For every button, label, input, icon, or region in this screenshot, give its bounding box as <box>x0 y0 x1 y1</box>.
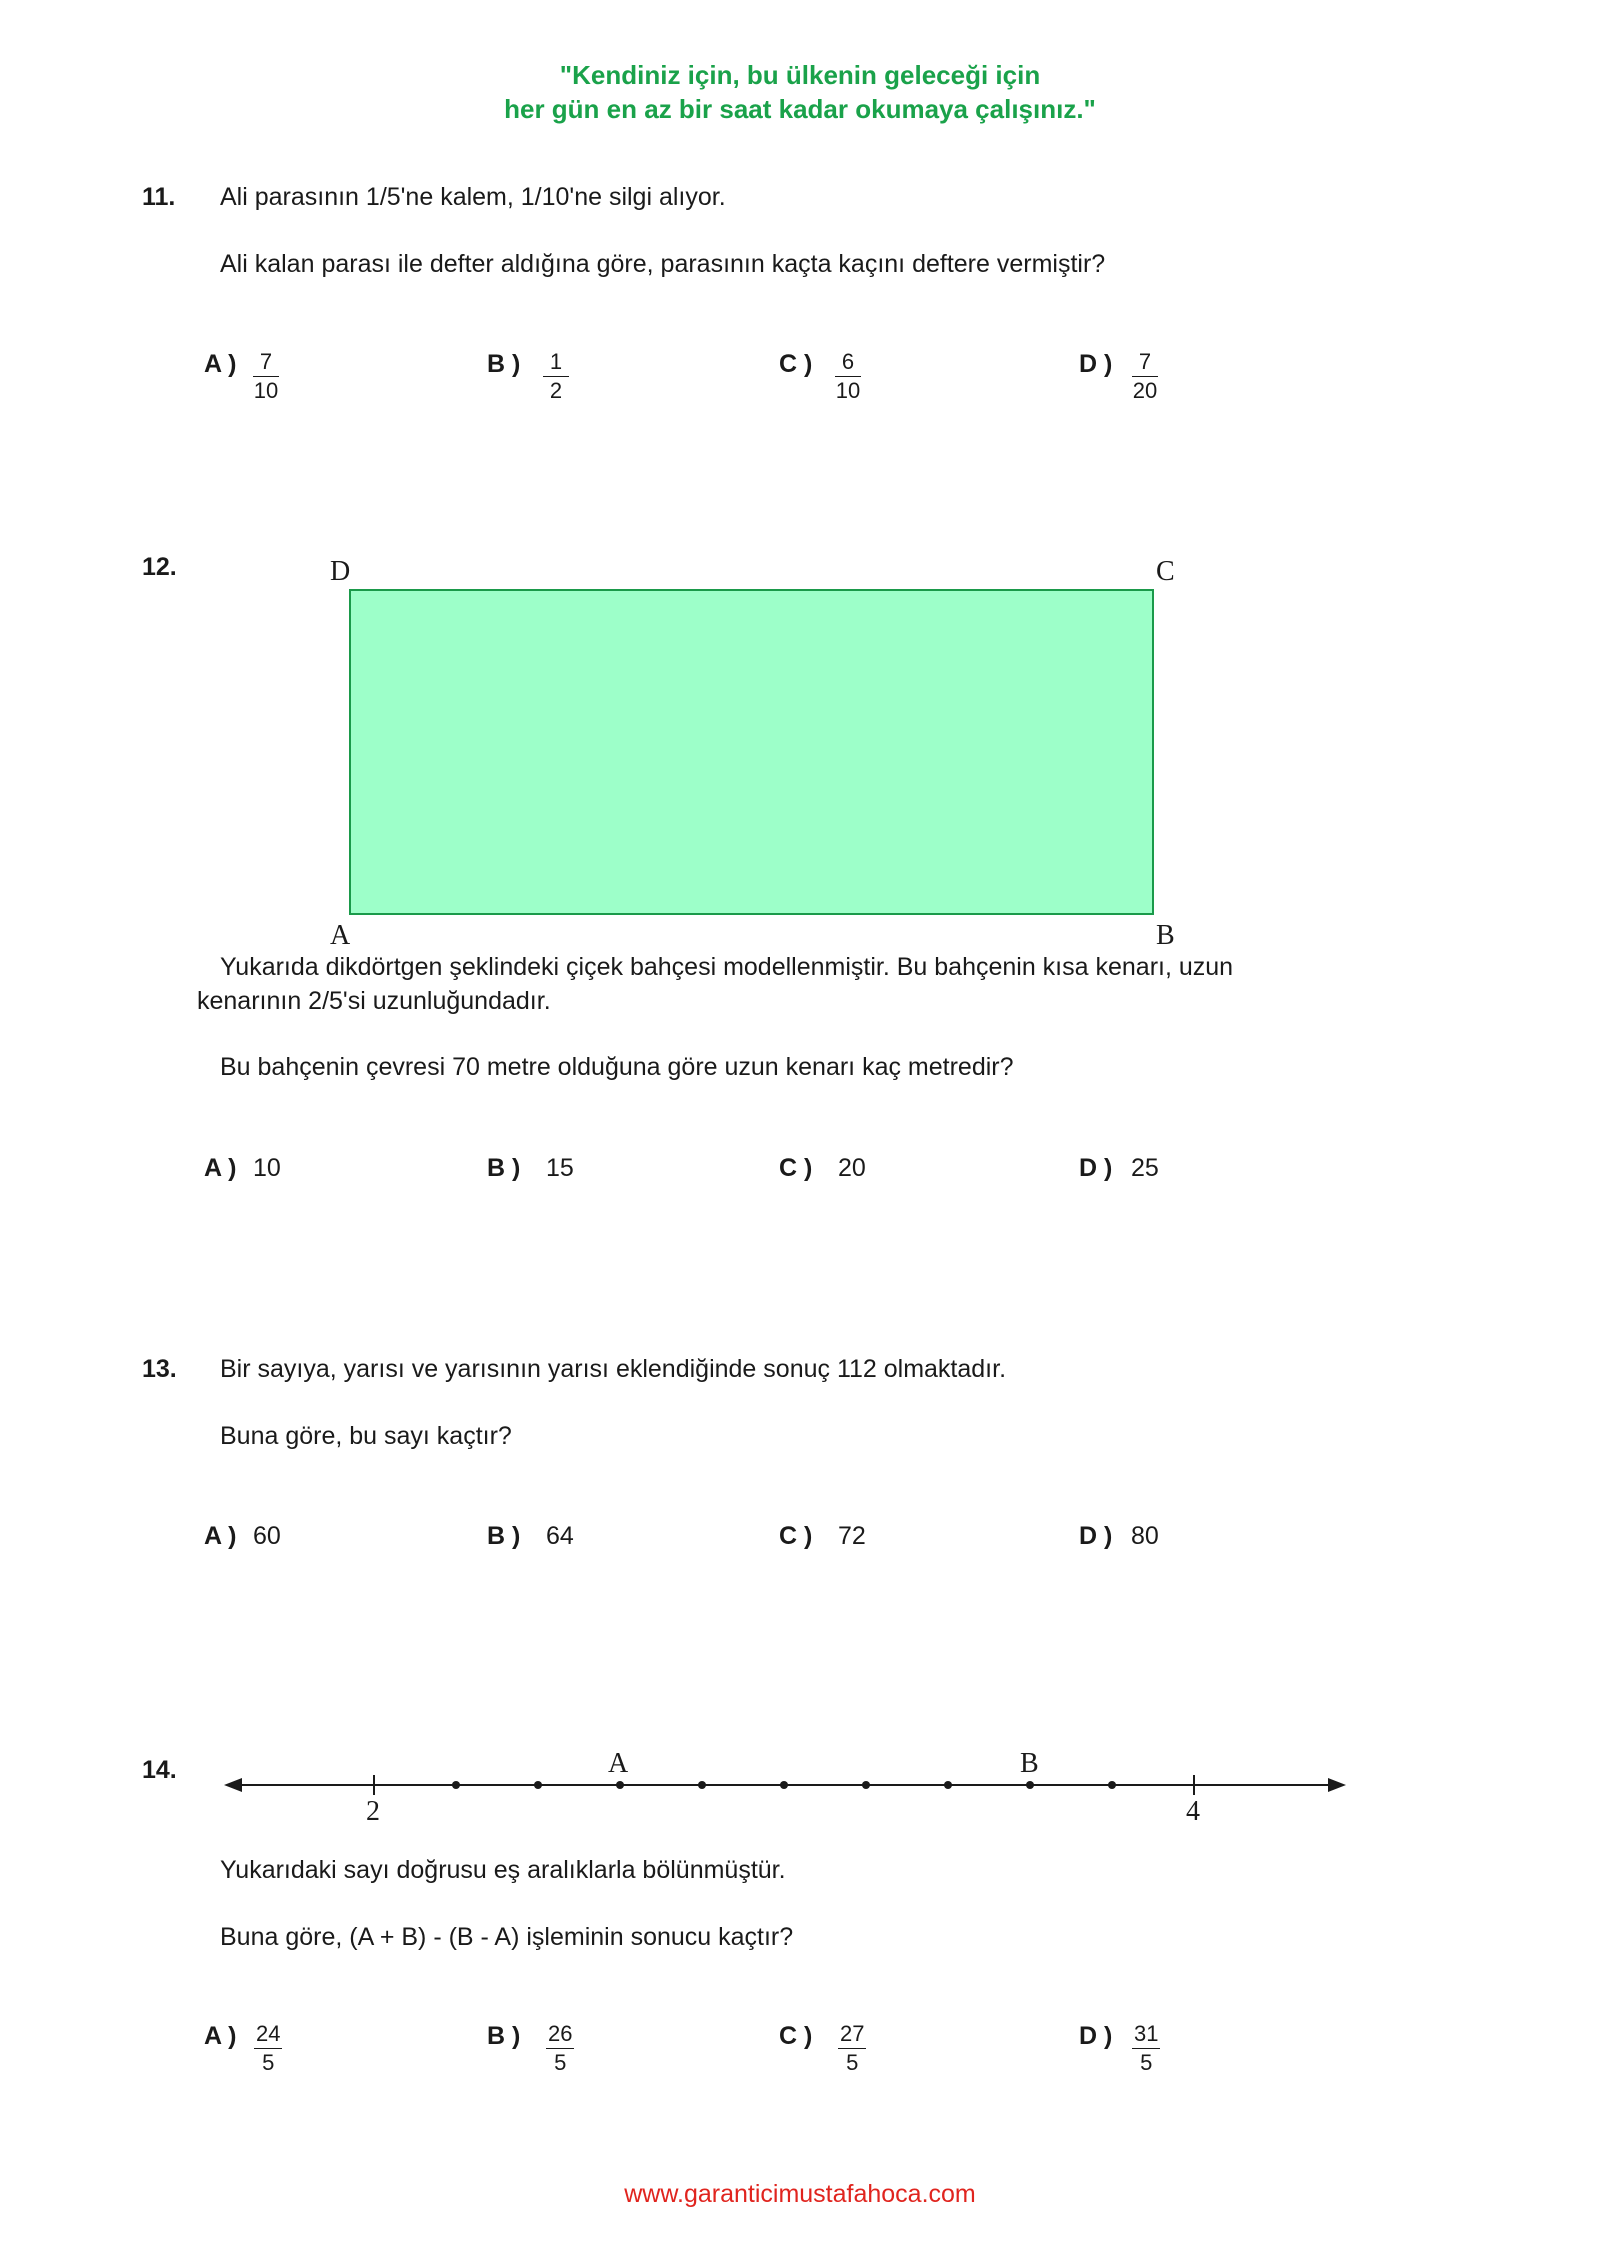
vertex-d-label: D <box>330 556 351 587</box>
q13-option-c-letter: C ) <box>779 1522 813 1550</box>
q12-option-a-letter: A ) <box>204 1154 237 1182</box>
q11-option-d-letter: D ) <box>1079 350 1113 378</box>
question-13-number: 13. <box>142 1355 177 1383</box>
q11-option-b-letter: B ) <box>487 350 521 378</box>
q14-option-b-numerator: 26 <box>546 2020 574 2049</box>
q14-option-b-denominator: 5 <box>554 2050 567 2075</box>
q11-option-c-letter: C ) <box>779 350 813 378</box>
number-line-label-a: A <box>608 1748 629 1779</box>
q13-option-b-value: 64 <box>546 1522 574 1550</box>
q11-option-c-numerator: 6 <box>835 348 861 377</box>
q14-option-c-numerator: 27 <box>838 2020 866 2049</box>
q13-option-c-value: 72 <box>838 1522 866 1550</box>
vertex-b-label: B <box>1156 920 1175 951</box>
q12-option-b-letter: B ) <box>487 1154 521 1182</box>
question-13-line1: Bir sayıya, yarısı ve yarısının yarısı eklendiğinde sonuç 112 olmaktadır. <box>220 1355 1007 1383</box>
question-14-line1: Yukarıdaki sayı doğrusu eş aralıklarla bölünmüştür. <box>220 1856 786 1884</box>
number-line-dot-b <box>1026 1781 1034 1789</box>
number-line-dot-a <box>616 1781 624 1789</box>
number-line-dot <box>862 1781 870 1789</box>
number-line-value-left: 2 <box>366 1796 380 1827</box>
question-12-line1: Yukarıda dikdörtgen şeklindeki çiçek bahçesi modellenmiştir. Bu bahçenin kısa kenarı, uzun <box>220 953 1234 981</box>
q11-option-d-numerator: 7 <box>1132 348 1158 377</box>
q12-option-a-value: 10 <box>253 1154 281 1182</box>
q11-option-b-denominator: 2 <box>549 378 563 403</box>
vertex-a-label: A <box>330 920 351 951</box>
garden-rectangle-figure <box>0 0 1600 960</box>
garden-rectangle <box>350 590 1153 914</box>
q11-option-b-numerator: 1 <box>543 348 569 377</box>
q14-option-a-fraction <box>254 2020 282 2077</box>
number-line-dot <box>780 1781 788 1789</box>
number-line-left-arrow-icon <box>224 1778 242 1792</box>
q12-option-d-letter: D ) <box>1079 1154 1113 1182</box>
q14-option-a-numerator: 24 <box>254 2020 282 2049</box>
q13-option-b-letter: B ) <box>487 1522 521 1550</box>
q14-option-b-fraction <box>546 2020 574 2077</box>
header-quote-line2: her gün en az bir saat kadar okumaya çalışınız." <box>504 94 1096 124</box>
q14-option-a-letter: A ) <box>204 2022 237 2050</box>
q13-option-d-letter: D ) <box>1079 1522 1113 1550</box>
number-line-dot <box>1108 1781 1116 1789</box>
q14-option-d-letter: D ) <box>1079 2022 1113 2050</box>
question-12-line2: kenarının 2/5'si uzunluğundadır. <box>197 987 551 1015</box>
number-line <box>0 1740 1600 1820</box>
q11-option-a-letter: A ) <box>204 350 237 378</box>
number-line-label-b: B <box>1020 1748 1039 1779</box>
q14-option-d-denominator: 5 <box>1140 2050 1153 2075</box>
q14-option-d-numerator: 31 <box>1132 2020 1160 2049</box>
number-line-dot <box>452 1781 460 1789</box>
number-line-value-right: 4 <box>1186 1796 1200 1827</box>
q12-option-b-value: 15 <box>546 1154 574 1182</box>
q14-option-b-letter: B ) <box>487 2022 521 2050</box>
footer-website-link[interactable]: www.garanticimustafahoca.com <box>624 2180 976 2208</box>
q12-option-d-value: 25 <box>1131 1154 1159 1182</box>
q14-option-a-denominator: 5 <box>262 2050 275 2075</box>
number-line-dot <box>534 1781 542 1789</box>
question-12-number: 12. <box>142 553 177 581</box>
number-line-right-arrow-icon <box>1328 1778 1346 1792</box>
q11-option-a-denominator: 10 <box>253 378 279 403</box>
number-line-dot <box>698 1781 706 1789</box>
number-line-dot <box>944 1781 952 1789</box>
question-11-line2: Ali kalan parası ile defter aldığına göre, parasının kaçta kaçını deftere vermiştir? <box>220 250 1106 278</box>
question-12-line3: Bu bahçenin çevresi 70 metre olduğuna göre uzun kenarı kaç metredir? <box>220 1053 1014 1081</box>
q14-option-c-fraction <box>838 2020 866 2077</box>
q12-option-c-value: 20 <box>838 1154 866 1182</box>
q14-option-c-letter: C ) <box>779 2022 813 2050</box>
q13-option-a-letter: A ) <box>204 1522 237 1550</box>
question-13-line2: Buna göre, bu sayı kaçtır? <box>220 1422 512 1450</box>
q14-option-d-fraction <box>1132 2020 1160 2077</box>
question-11-number: 11. <box>142 183 176 211</box>
q11-option-d-denominator: 20 <box>1132 378 1158 403</box>
q14-option-c-denominator: 5 <box>846 2050 859 2075</box>
question-14-number: 14. <box>142 1756 177 1784</box>
question-11-line1: Ali parasının 1/5'ne kalem, 1/10'ne silgi alıyor. <box>220 183 726 211</box>
q13-option-d-value: 80 <box>1131 1522 1159 1550</box>
q13-option-a-value: 60 <box>253 1522 281 1550</box>
vertex-c-label: C <box>1156 556 1175 587</box>
question-14-line2: Buna göre, (A + B) - (B - A) işleminin sonucu kaçtır? <box>220 1923 794 1951</box>
header-quote-line1: "Kendiniz için, bu ülkenin geleceği için <box>559 60 1041 90</box>
q11-option-a-numerator: 7 <box>253 348 279 377</box>
q12-option-c-letter: C ) <box>779 1154 813 1182</box>
q11-option-c-denominator: 10 <box>835 378 861 403</box>
